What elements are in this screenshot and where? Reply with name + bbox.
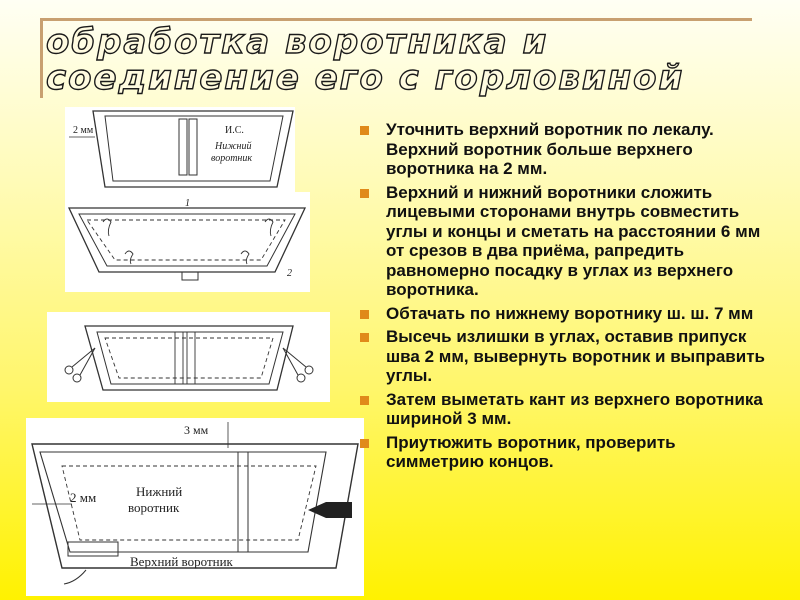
figure-collars-basted [65, 192, 310, 292]
list-item [358, 433, 778, 472]
top-rule [40, 18, 752, 21]
collar-edge-drawing [26, 418, 364, 596]
list-item [358, 390, 778, 429]
list-item-text: Высечь излишки в углах, оставив припуск шва 2 мм, вывернуть воротник и выправить углы. [386, 327, 765, 385]
fig1-dim-2mm: 2 мм [73, 125, 94, 136]
corners-trimmed-drawing [47, 312, 330, 402]
list-item-text: Верхний и нижний воротники сложить лицевыми сторонами внутрь совместить углы и концы и сметать на расстоянии 6 мм от срезов в два приёма, рапредить равномерно посадку в углах из верхнего воротника. [386, 182, 761, 299]
fig1-collar-label-1: Нижний [215, 141, 252, 152]
list-item-text: Приутюжить воротник, проверить симметрию концов. [386, 432, 676, 471]
title-line-2: соединение его с горловиной [46, 58, 685, 98]
fig2-mark-1: 1 [185, 198, 190, 209]
fig4-dim-3mm: 3 мм [184, 423, 209, 437]
fig1-collar-label-2: воротник [211, 153, 253, 164]
fig4-dim-2mm: 2 мм [70, 490, 97, 505]
list-item-text: Обтачать по нижнему воротнику ш. ш. 7 мм [386, 303, 754, 323]
collar-pattern-drawing [65, 107, 295, 199]
list-item [358, 304, 778, 324]
fig1-pattern-label: И.С. [225, 125, 244, 136]
scissors-right-icon [283, 348, 313, 382]
list-item-text: Затем выметать кант из верхнего воротника шириной 3 мм. [386, 389, 763, 428]
figure-collar-pattern [65, 107, 295, 199]
fig4-lower-collar-1: Нижний [136, 484, 183, 499]
fig2-mark-2: 2 [287, 268, 292, 279]
title-line-1: обработка воротника и [46, 22, 549, 62]
bullet-square-icon [360, 310, 369, 319]
fig4-upper-collar: Верхний воротник [130, 554, 233, 569]
figure-collar-edge [26, 418, 364, 596]
left-rule [40, 18, 43, 98]
list-item-text: Уточнить верхний воротник по лекалу. Верхний воротник больше верхнего воротника на 2 мм. [386, 120, 714, 178]
bullet-square-icon [360, 126, 369, 135]
collars-basted-drawing [65, 192, 310, 292]
bullet-square-icon [360, 439, 369, 448]
fig4-lower-collar-2: воротник [128, 500, 180, 515]
list-item [358, 120, 778, 179]
instructions-list [358, 120, 778, 476]
bullet-square-icon [360, 333, 369, 342]
list-item [358, 327, 778, 386]
bullet-square-icon [360, 396, 369, 405]
bullet-square-icon [360, 189, 369, 198]
scissors-left-icon [65, 348, 95, 382]
figure-corners-trimmed [47, 312, 330, 402]
list-item [358, 183, 778, 300]
slide-title [46, 24, 684, 96]
